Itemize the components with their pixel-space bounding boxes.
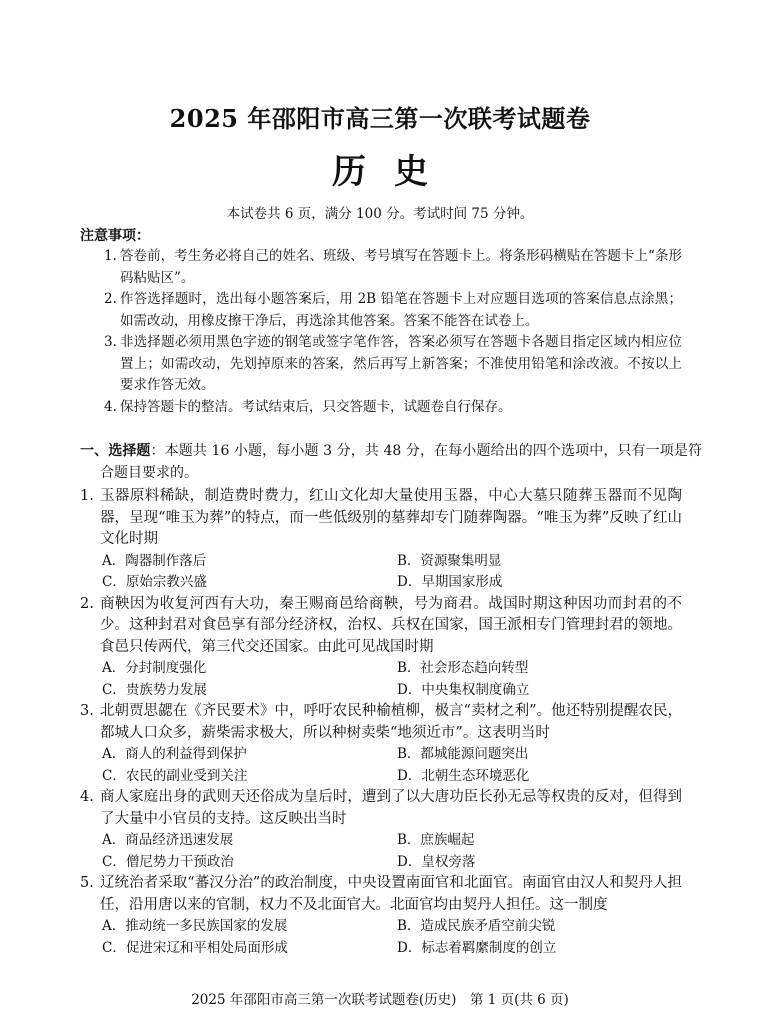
question: [80, 486, 682, 594]
question: [80, 701, 682, 787]
question-number: 4.: [80, 789, 94, 805]
option-b: B．资源聚集明显: [397, 552, 502, 569]
option-c: C．促进宋辽和平相处局面形成: [102, 939, 288, 956]
option-b: B．庶族崛起: [397, 832, 475, 848]
question-list: [80, 486, 682, 959]
option-grid: [80, 830, 682, 873]
question-stem: [80, 701, 682, 744]
exam-title: 2025 年邵阳市高三第一次联考试题卷: [169, 104, 591, 133]
note-number: 3.: [104, 334, 117, 350]
note-text: 非选择题必须用黑色字迹的钢笔或签字笔作答，答案必须写在答题卡各题目指定区域内相应位置上；如需改动，先划掉原来的答案，然后再写上新答案；不准使用铅笔和涂改液。不按以上要求作答无效。: [120, 334, 682, 393]
option-d: D．中央集权制度确立: [397, 681, 530, 698]
option-a: A．商品经济迅速发展: [102, 832, 234, 848]
section-heading: [80, 440, 702, 484]
note-number: 1.: [104, 248, 117, 264]
option-b: B．造成民族矛盾空前尖锐: [397, 918, 556, 934]
option-a: A．分封制度强化: [102, 660, 207, 676]
note-text: 保持答题卡的整洁。考试结束后，只交答题卡，试题卷自行保存。: [120, 398, 512, 415]
question-number: 3.: [80, 703, 94, 719]
note-item: [96, 397, 682, 419]
question-text: 辽统治者采取“蕃汉分治”的政治制度，中央设置南面官和北面官。南面官由汉人和契丹人担任，沿用唐以来的官制，权力不及北面官大。北面官均由契丹人担任。这一制度: [100, 875, 682, 913]
note-text: 答卷前，考生务必将自己的姓名、班级、考号填写在答题卡上。将条形码横贴在答题卡上“条形码粘贴区”。: [120, 248, 682, 286]
note-item: [96, 246, 682, 289]
question-stem: [80, 873, 682, 916]
question-stem: [80, 787, 682, 830]
option-a: A．商人的利益得到保护: [102, 746, 247, 762]
question-text: 北朝贾思勰在《齐民要术》中，呼吁农民种榆植柳，极言“卖材之利”。他还特别提醒农民，都城人口众多，薪柴需求极大，所以种树卖柴“地须近市”。这表明当时: [100, 703, 682, 741]
option-b: B．都城能源问题突出: [397, 746, 529, 762]
page-footer: 2025 年邵阳市高三第一次联考试题卷(历史) 第 1 页(共 6 页): [191, 992, 569, 1008]
option-c: C．原始宗教兴盛: [102, 574, 207, 590]
section-instructions: ：本题共 16 小题，每小题 3 分，共 48 分，在每小题给出的四个选项中，只有一项是符合题目要求的。: [100, 443, 702, 481]
note-number: 4.: [104, 398, 117, 415]
option-d: D．标志着羁縻制度的创立: [397, 939, 557, 956]
exam-meta: 本试卷共 6 页，满分 100 分。考试时间 75 分钟。: [226, 206, 534, 222]
question-text: 商鞅因为收复河西有大功，秦王赐商邑给商鞅，号为商君。战国时期这种因功而封君的不少。这种封君对食邑享有部分经济权，治权、兵权在国家，国王派相专门管理封君的领地。食邑只传两代，第三代交还国家。由此可见战国时期: [100, 595, 682, 655]
note-item: [96, 289, 682, 332]
option-grid: [80, 551, 682, 594]
question: [80, 873, 682, 959]
option-grid: [80, 916, 682, 959]
option-d: D．皇权旁落: [397, 853, 476, 870]
option-b: B．社会形态趋向转型: [397, 660, 529, 676]
subject-title: 历史: [332, 152, 456, 192]
notes-list: [96, 246, 682, 418]
question-number: 1.: [80, 488, 94, 504]
option-a: A．陶器制作落后: [102, 552, 207, 569]
question-number: 2.: [80, 595, 94, 612]
option-c: C．僧尼势力干预政治: [102, 853, 234, 870]
option-grid: [80, 658, 682, 701]
note-text: 作答选择题时，选出每小题答案后，用 2B 铅笔在答题卡上对应题目选项的答案信息点涂黑；如需改动，用橡皮擦干净后，再选涂其他答案。答案不能答在试卷上。: [120, 291, 682, 329]
option-d: D．早期国家形成: [397, 574, 503, 590]
option-c: C．农民的副业受到关注: [102, 767, 248, 784]
question-stem: [80, 486, 682, 551]
question-stem: [80, 594, 682, 659]
note-number: 2.: [104, 291, 117, 307]
question-text: 商人家庭出身的武则天还俗成为皇后时，遭到了以大唐功臣长孙无忌等权贵的反对，但得到了大量中小官员的支持。这反映出当时: [100, 789, 682, 827]
question-text: 玉器原料稀缺，制造费时费力，红山文化却大量使用玉器，中心大墓只随葬玉器而不见陶器，呈现“唯玉为葬”的特点，而一些低级别的墓葬却专门随葬陶器。“唯玉为葬”反映了红山文化时期: [100, 488, 682, 547]
question: [80, 787, 682, 873]
section-label: 一、选择题: [80, 443, 151, 459]
question-number: 5.: [80, 875, 94, 891]
option-a: A．推动统一多民族国家的发展: [102, 918, 288, 934]
question: [80, 594, 682, 702]
option-grid: [80, 744, 682, 787]
option-d: D．北朝生态环境恶化: [397, 767, 530, 784]
option-c: C．贵族势力发展: [102, 681, 207, 698]
note-item: [96, 332, 682, 397]
notes-heading: 注意事项：: [80, 228, 150, 244]
